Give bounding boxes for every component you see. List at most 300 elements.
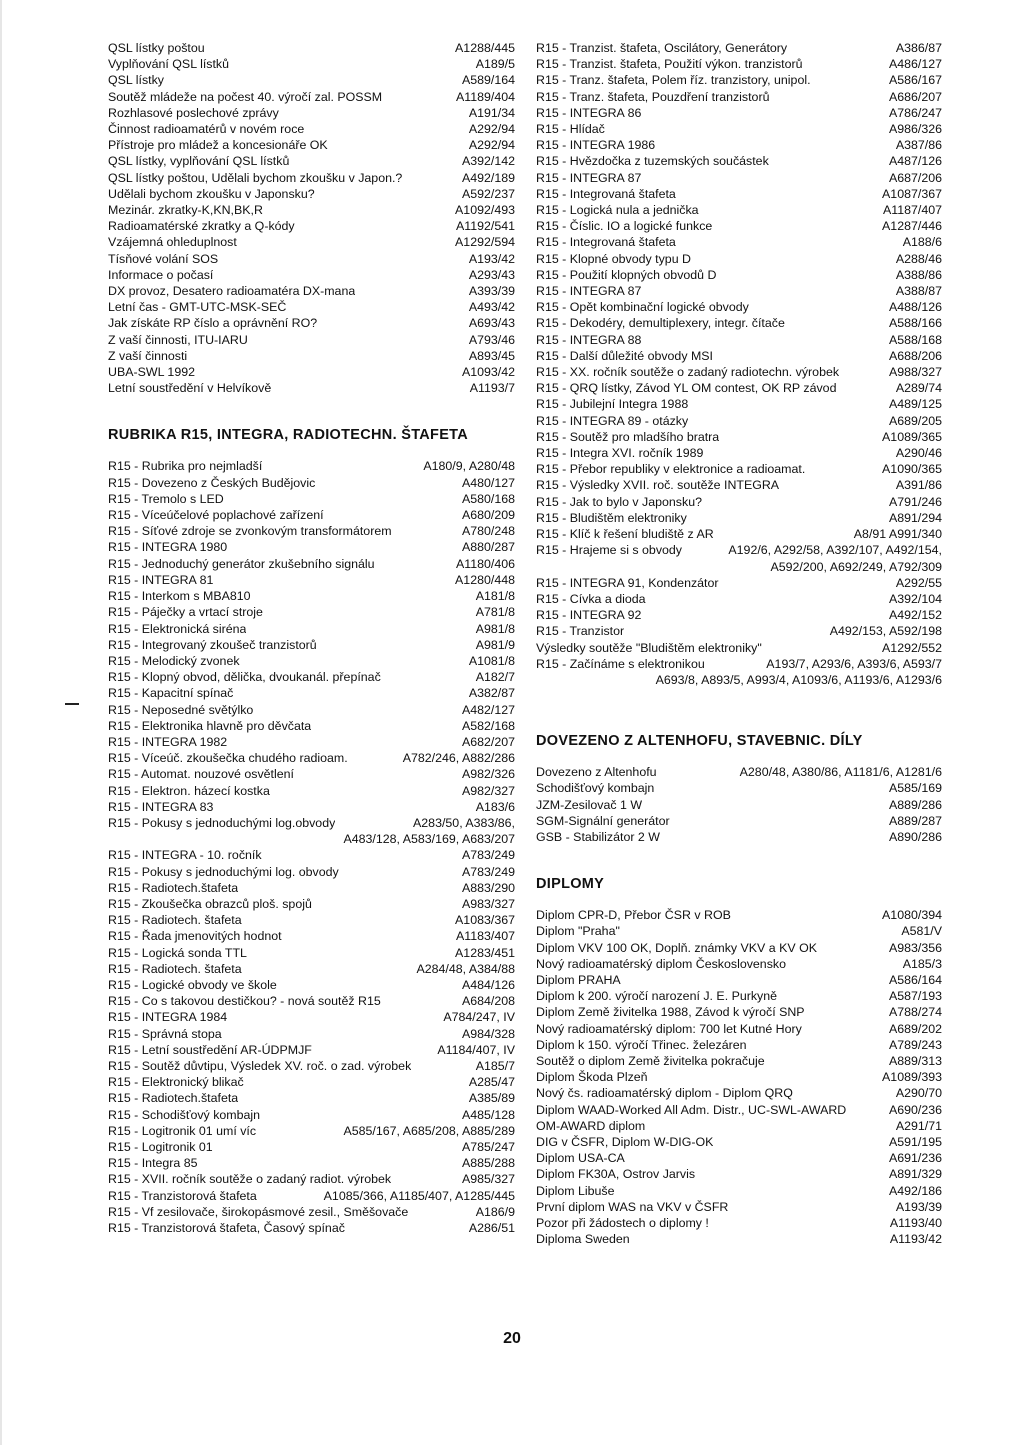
entry-title: Diplom PRAHA	[536, 972, 621, 987]
entry-reference: A183/6	[475, 799, 515, 814]
entry-title: Diplom "Praha"	[536, 924, 620, 939]
index-entry	[536, 137, 942, 153]
index-entry	[108, 572, 515, 588]
entry-title: Přístroje pro mládež a koncesionáře OK	[108, 138, 328, 153]
entry-reference: A192/6, A292/58, A392/107, A492/154,	[728, 543, 942, 558]
index-entry	[536, 494, 942, 510]
index-entry	[108, 1220, 515, 1236]
index-entry	[536, 972, 942, 988]
entry-title: R15 - Klopné obvody typu D	[536, 251, 691, 266]
index-entry	[536, 267, 942, 283]
index-entry	[108, 734, 515, 750]
entry-reference: A891/329	[888, 1167, 942, 1182]
entry-title: JZM-Zesilovač 1 W	[536, 797, 643, 812]
entry-reference: A382/87	[468, 686, 515, 701]
index-entry	[536, 1004, 942, 1020]
entry-title: R15 - Páječky a vrtací stroje	[108, 605, 263, 620]
entry-reference: A585/167, A685/208, A885/289	[343, 1123, 515, 1138]
entry-reference: A1187/407	[882, 203, 942, 218]
entry-title: R15 - Další důležité obvody MSI	[536, 348, 713, 363]
index-entry	[108, 267, 515, 283]
index-entry	[108, 880, 515, 896]
entry-title: DX provoz, Desatero radioamatéra DX-mana	[108, 284, 356, 299]
entry-reference: A592/237	[461, 186, 515, 201]
entry-title: R15 - INTEGRA 86	[536, 105, 642, 120]
entry-title: R15 - Cívka a dioda	[536, 591, 646, 606]
spacer	[536, 688, 942, 718]
entry-reference: A283/50, A383/86,	[413, 815, 515, 830]
entry-title: R15 - Automat. nouzové osvětlení	[108, 767, 294, 782]
index-entry	[108, 170, 515, 186]
entry-reference: A288/46	[895, 251, 942, 266]
index-entry	[536, 1085, 942, 1101]
entry-title: R15 - Řada jmenovitých hodnot	[108, 929, 282, 944]
entry-reference: A391/86	[895, 478, 942, 493]
entry-reference: A386/87	[895, 41, 942, 55]
entry-reference: A480/127	[461, 475, 515, 490]
entry-reference: A385/89	[468, 1091, 515, 1106]
index-entry	[536, 780, 942, 796]
index-entry	[108, 783, 515, 799]
entry-reference: A689/202	[888, 1021, 942, 1036]
entry-reference: A1180/406	[455, 556, 515, 571]
entry-reference: A1292/552	[882, 640, 942, 655]
entry-title: Soutěž mládeže na počest 40. výročí zal. POSSM	[108, 89, 383, 104]
entry-reference: A280/48, A380/86, A1181/6, A1281/6	[739, 765, 942, 780]
entry-title: QSL lístky, vyplňování QSL lístků	[108, 154, 290, 169]
entry-title: R15 - Pokusy s jednoduchými log. obvody	[108, 864, 339, 879]
entry-reference: A286/51	[468, 1221, 515, 1236]
entry-reference: A691/236	[888, 1151, 942, 1166]
index-entry	[536, 1053, 942, 1069]
entry-title: R15 - Melodický zvonek	[108, 653, 240, 668]
entry-reference: A1089/365	[882, 429, 942, 444]
index-entry	[108, 348, 515, 364]
entry-reference: A388/87	[895, 284, 942, 299]
entry-reference: A388/86	[895, 267, 942, 282]
entry-title: R15 - Víceúč. zkoušečka chudého radioam.	[108, 751, 348, 766]
spacer	[536, 845, 942, 875]
entry-reference: A680/209	[461, 508, 515, 523]
entry-title: R15 - Klopný obvod, dělička, dvoukanál. přepínač	[108, 670, 381, 685]
index-entry	[108, 653, 515, 669]
index-entry	[108, 332, 515, 348]
entry-title: R15 - INTEGRA 1986	[536, 138, 656, 153]
entry-reference: A1183/407	[455, 929, 515, 944]
entry-reference: A1288/445	[455, 41, 515, 55]
index-entry	[108, 750, 515, 766]
entry-title: R15 - Klíč k řešení bludiště z AR	[536, 527, 714, 542]
entry-title: R15 - Letní soustředění AR-ÚDPMJF	[108, 1042, 312, 1057]
entry-title: R15 - Přebor republiky v elektronice a radioamat.	[536, 462, 806, 477]
entry-title: R15 - Elektron. házecí kostka	[108, 783, 270, 798]
entry-reference: A1085/366, A1185/407, A1285/445	[323, 1188, 515, 1203]
spacer	[536, 893, 942, 907]
index-entry	[536, 1069, 942, 1085]
entry-reference: A585/169	[888, 781, 942, 796]
index-entry	[108, 1139, 515, 1155]
entry-reference: A580/168	[461, 491, 515, 506]
entry-title: Z vaší činnosti	[108, 348, 188, 363]
entry-reference: A893/45	[468, 348, 515, 363]
entry-title: R15 - Kapacitní spínač	[108, 686, 234, 701]
entry-title: R15 - INTEGRA - 10. ročník	[108, 848, 262, 863]
entry-title: Diplom Libuše	[536, 1183, 615, 1198]
index-entry	[108, 523, 515, 539]
entry-reference: A788/274	[888, 1005, 942, 1020]
entry-title: R15 - Použití klopných obvodů D	[536, 267, 717, 282]
entry-reference: A789/243	[888, 1037, 942, 1052]
entry-reference: A688/206	[888, 348, 942, 363]
entry-reference: A181/8	[475, 589, 515, 604]
entry-title: Diplom k 200. výročí narození J. E. Purkyně	[536, 989, 778, 1004]
entry-title: Vyplňování QSL lístků	[108, 57, 229, 72]
spacer	[536, 750, 942, 764]
entry-reference: A1184/407, IV	[437, 1042, 515, 1057]
entry-title: R15 - Dekodéry, demultiplexery, integr. čítače	[536, 316, 785, 331]
entry-title: Letní soustředění v Helvíkově	[108, 381, 272, 396]
index-entry	[108, 718, 515, 734]
index-entry	[536, 153, 942, 169]
entry-title: UBA-SWL 1992	[108, 365, 196, 380]
entry-reference: A983/327	[461, 896, 515, 911]
entry-reference: A682/207	[461, 734, 515, 749]
entry-reference: A487/126	[888, 154, 942, 169]
index-entry	[536, 461, 942, 477]
index-entry	[108, 218, 515, 234]
index-entry	[108, 1188, 515, 1204]
index-entry	[536, 907, 942, 923]
index-entry	[536, 332, 942, 348]
entry-title: R15 - Hrajeme si s obvody	[536, 543, 682, 558]
index-entry	[108, 121, 515, 137]
entry-title: R15 - Soutěž důvtipu, Výsledek XV. roč. o zad. výrobek	[108, 1058, 412, 1073]
index-entry	[108, 40, 515, 56]
entry-title: R15 - Co s takovou destičkou? - nová soutěž R15	[108, 994, 381, 1009]
index-entry	[536, 1150, 942, 1166]
entry-reference: A193/42	[468, 251, 515, 266]
entry-reference: A890/286	[888, 829, 942, 844]
entry-title: R15 - Tranzistorová štafeta, Časový spínač	[108, 1221, 345, 1236]
entry-title: R15 - Elektronická siréna	[108, 621, 247, 636]
entry-title: R15 - XX. ročník soutěže o zadaný radiotechn. výrobek	[536, 365, 840, 380]
entry-reference: A786/247	[888, 105, 942, 120]
entry-title: R15 - Síťové zdroje se zvonkovým transformátorem	[108, 524, 392, 539]
index-entry	[536, 988, 942, 1004]
index-entry	[108, 1042, 515, 1058]
index-entry	[536, 829, 942, 845]
entry-reference: A684/208	[461, 994, 515, 1009]
index-entry	[108, 137, 515, 153]
entry-reference: A292/94	[468, 122, 515, 137]
entry-title: R15 - Neposedné světýlko	[108, 702, 254, 717]
index-entry	[108, 928, 515, 944]
index-entry	[536, 364, 942, 380]
entry-title: Rozhlasové poslechové zprávy	[108, 105, 279, 120]
entry-reference: A782/246, A882/286	[402, 751, 515, 766]
entry-title: Diploma Sweden	[536, 1232, 630, 1247]
index-entry	[536, 299, 942, 315]
entry-title: R15 - Radiotech.štafeta	[108, 1091, 239, 1106]
entry-title: R15 - QRQ lístky, Závod YL OM contest, OK RP závod	[536, 381, 837, 396]
entry-title: Diplom Škoda Plzeň	[536, 1070, 648, 1085]
entry-reference: A784/247, IV	[443, 1010, 515, 1025]
entry-title: R15 - Jak to bylo v Japonsku?	[536, 494, 702, 509]
index-entry	[108, 1123, 515, 1139]
entry-title: R15 - Schodišťový kombajn	[108, 1107, 261, 1122]
entry-reference: A1283/451	[455, 945, 515, 960]
index-entry	[108, 993, 515, 1009]
entry-title: Výsledky soutěže "Bludištěm elektroniky"	[536, 640, 762, 655]
index-entry	[108, 458, 515, 474]
index-entry	[108, 1171, 515, 1187]
index-entry	[536, 315, 942, 331]
entry-title: R15 - Interkom s MBA810	[108, 589, 251, 604]
margin-dash-mark	[65, 703, 79, 705]
index-entry	[536, 1118, 942, 1134]
index-entry	[108, 186, 515, 202]
entry-title: R15 - Logitronik 01	[108, 1140, 213, 1154]
index-entry	[536, 1134, 942, 1150]
index-entry	[108, 977, 515, 993]
entry-reference: A488/126	[888, 300, 942, 315]
entry-title: Nový radioamatérský diplom Československo	[536, 956, 786, 971]
entry-title: R15 - INTEGRA 87	[536, 170, 642, 185]
entry-reference: A1080/394	[882, 908, 942, 923]
index-entry	[536, 186, 942, 202]
entry-title: R15 - Tranzist. štafeta, Oscilátory, Generátory	[536, 41, 788, 55]
index-entry	[108, 507, 515, 523]
entry-reference: A889/287	[888, 813, 942, 828]
entry-reference: A1089/393	[882, 1070, 942, 1085]
entry-reference: A185/7	[475, 1058, 515, 1073]
entry-title: OM-AWARD diplom	[536, 1118, 646, 1133]
entry-reference: A186/9	[475, 1204, 515, 1219]
index-entry	[108, 912, 515, 928]
entry-title: R15 - Logické obvody ve škole	[108, 977, 277, 992]
page-number: 20	[503, 1330, 521, 1347]
entry-title: R15 - INTEGRA 91, Kondenzátor	[536, 575, 719, 590]
index-entry	[536, 56, 942, 72]
index-entry	[536, 121, 942, 137]
entry-reference: A387/86	[895, 138, 942, 153]
entry-reference: A982/327	[461, 783, 515, 798]
index-entry	[536, 575, 942, 591]
index-entry	[536, 1166, 942, 1182]
entry-reference: A291/71	[895, 1118, 942, 1133]
spacer	[536, 718, 942, 732]
entry-reference: A484/126	[461, 977, 515, 992]
entry-reference: A582/168	[461, 718, 515, 733]
index-entry	[536, 105, 942, 121]
list-left-r15	[108, 458, 515, 1236]
entry-title: R15 - Integra XVI. ročník 1989	[536, 446, 704, 461]
entry-reference: A285/47	[468, 1075, 515, 1090]
entry-title: QSL lístky poštou, Udělali bychom zkoušku v Japon.?	[108, 170, 403, 185]
entry-reference: A392/142	[461, 154, 515, 169]
entry-reference: A783/249	[461, 864, 515, 879]
index-entry	[536, 1037, 942, 1053]
entry-title: GSB - Stabilizátor 2 W	[536, 829, 660, 844]
index-entry	[536, 591, 942, 607]
index-entry	[108, 1026, 515, 1042]
entry-reference: A1192/541	[455, 219, 515, 234]
entry-reference: A883/290	[461, 880, 515, 895]
spacer	[108, 396, 515, 426]
entry-reference: A780/248	[461, 524, 515, 539]
index-entry	[536, 813, 942, 829]
entry-title: Udělali bychom zkoušku v Japonsku?	[108, 186, 315, 201]
entry-title: R15 - Tranz. štafeta, Pouzdření tranzistorů	[536, 89, 770, 104]
entry-reference: A981/8	[475, 621, 515, 636]
entry-title: Soutěž o diplom Země živitelka pokračuje	[536, 1053, 765, 1068]
entry-reference: A589/164	[461, 73, 515, 88]
entry-reference: A586/164	[888, 972, 942, 987]
entry-title: R15 - Logická nula a jednička	[536, 203, 699, 218]
index-entry	[536, 764, 942, 780]
entry-reference: A1287/446	[882, 219, 942, 234]
entry-title: R15 - Logitronik 01 umí víc	[108, 1123, 257, 1138]
index-entry	[108, 556, 515, 572]
index-entry	[536, 923, 942, 939]
entry-reference: A1193/42	[889, 1232, 942, 1247]
index-entry	[536, 170, 942, 186]
entry-title: R15 - Elektronika hlavně pro děvčata	[108, 718, 312, 733]
entry-reference: A982/326	[461, 767, 515, 782]
entry-title: Diplom FK30A, Ostrov Jarvis	[536, 1167, 696, 1182]
index-entry	[108, 864, 515, 880]
entry-reference: A981/9	[475, 637, 515, 652]
entry-title: Radioamatérské zkratky a Q-kódy	[108, 219, 295, 234]
entry-reference: A781/8	[475, 605, 515, 620]
index-entry	[536, 283, 942, 299]
entry-title: Schodišťový kombajn	[536, 781, 655, 796]
entry-title: DIG v ČSFR, Diplom W-DIG-OK	[536, 1134, 714, 1149]
entry-title: R15 - Rubrika pro nejmladší	[108, 459, 263, 474]
index-entry	[536, 623, 942, 639]
index-entry	[108, 380, 515, 396]
index-entry	[108, 105, 515, 121]
entry-reference: A984/328	[461, 1026, 515, 1041]
entry-title: Letní čas - GMT-UTC-MSK-SEČ	[108, 300, 287, 315]
entry-title: R15 - Tranz. štafeta, Polem říz. tranzistory, unipol.	[536, 73, 811, 88]
entry-reference: A889/286	[888, 797, 942, 812]
entry-reference: A191/34	[468, 105, 515, 120]
entry-title: R15 - INTEGRA 1984	[108, 1010, 228, 1025]
entry-title: Dovezeno z Altenhofu	[536, 765, 657, 780]
index-entry-continuation	[536, 559, 942, 575]
entry-reference: A880/287	[461, 540, 515, 555]
entry-title: Diplom USA-CA	[536, 1151, 625, 1166]
index-entry	[536, 607, 942, 623]
section-heading-dovezeno: DOVEZENO Z ALTENHOFU, STAVEBNIC. DÍLY	[536, 733, 863, 750]
entry-title: R15 - Jednoduchý generátor zkušebního signálu	[108, 556, 375, 571]
entry-reference: A988/327	[888, 365, 942, 380]
index-entry	[536, 396, 942, 412]
index-entry	[108, 685, 515, 701]
index-entry	[108, 961, 515, 977]
entry-title: R15 - INTEGRA 92	[536, 608, 642, 623]
entry-reference: A289/74	[895, 381, 942, 396]
list-left-top	[108, 40, 515, 396]
index-entry	[108, 1204, 515, 1220]
index-entry	[108, 799, 515, 815]
section-heading-r15: RUBRIKA R15, INTEGRA, RADIOTECHN. ŠTAFETA	[108, 427, 469, 444]
entry-reference: A783/249	[461, 848, 515, 863]
entry-title: R15 - Hvězdočka z tuzemských součástek	[536, 154, 769, 169]
index-entry	[536, 234, 942, 250]
entry-reference: A689/205	[888, 413, 942, 428]
entry-title: R15 - Víceúčelové poplachové zařízení	[108, 508, 324, 523]
entry-title: R15 - Číslic. IO a logické funkce	[536, 219, 713, 234]
entry-reference: A8/91 A991/340	[853, 527, 942, 542]
entry-reference: A1090/365	[882, 462, 942, 477]
entry-title: R15 - Výsledky XVII. roč. soutěže INTEGRA	[536, 478, 780, 493]
index-entry	[108, 315, 515, 331]
index-entry	[536, 526, 942, 542]
index-entry	[108, 202, 515, 218]
index-entry	[108, 1090, 515, 1106]
entry-title: R15 - Bludištěm elektroniky	[536, 510, 687, 525]
entry-reference: A693/8, A893/5, A993/4, A1093/6, A1193/6, A1293/6	[655, 672, 942, 687]
entry-title: Vzájemná ohleduplnost	[108, 235, 237, 250]
entry-title: Diplom WAAD-Worked All Adm. Distr., UC-SWL-AWARD	[536, 1102, 847, 1117]
index-entry	[536, 656, 942, 672]
entry-reference: A785/247	[461, 1140, 515, 1154]
entry-reference: A983/356	[888, 940, 942, 955]
entry-reference: A588/168	[888, 332, 942, 347]
entry-title: R15 - Tranzist. štafeta, Použití výkon. tranzistorů	[536, 57, 803, 72]
entry-reference: A791/246	[888, 494, 942, 509]
entry-reference: A690/236	[888, 1102, 942, 1117]
index-entry	[536, 72, 942, 88]
entry-reference: A189/5	[475, 57, 515, 72]
entry-title: SGM-Signální generátor	[536, 813, 670, 828]
entry-reference: A284/48, A384/88	[416, 961, 515, 976]
entry-title: R15 - INTEGRA 81	[108, 572, 214, 587]
entry-title: Diplom CPR-D, Přebor ČSR v ROB	[536, 908, 731, 923]
entry-title: QSL lístky poštou	[108, 41, 205, 55]
entry-reference: A1087/367	[882, 186, 942, 201]
entry-title: R15 - Integrovaný zkoušeč tranzistorů	[108, 637, 317, 652]
index-entry	[108, 702, 515, 718]
entry-reference: A185/3	[902, 956, 942, 971]
entry-title: Informace o počasí	[108, 267, 214, 282]
index-entry-continuation	[108, 831, 515, 847]
entry-reference: A592/200, A692/249, A792/309	[770, 559, 942, 574]
index-entry	[536, 1231, 942, 1247]
entry-title: Mezinár. zkratky-K,KN,BK,R	[108, 203, 263, 218]
entry-title: R15 - Správná stopa	[108, 1026, 222, 1041]
entry-reference: A193/7, A293/6, A393/6, A593/7	[766, 656, 942, 671]
index-entry	[108, 1074, 515, 1090]
index-entry	[536, 89, 942, 105]
list-dovezeno	[536, 764, 942, 845]
entry-reference: A188/6	[902, 235, 942, 250]
entry-reference: A392/104	[888, 591, 942, 606]
index-entry	[108, 945, 515, 961]
entry-reference: A891/294	[888, 510, 942, 525]
index-entry	[536, 477, 942, 493]
entry-title: Tísňové volání SOS	[108, 251, 219, 266]
entry-reference: A1189/404	[455, 89, 515, 104]
entry-title: Nový čs. radioamatérský diplom - Diplom QRQ	[536, 1086, 793, 1101]
index-entry	[536, 1199, 942, 1215]
entry-title: R15 - Dovezeno z Českých Budějovic	[108, 475, 316, 490]
entry-title: Diplom VKV 100 OK, Doplň. známky VKV a KV OK	[536, 940, 817, 955]
index-entry	[108, 89, 515, 105]
entry-reference: A489/125	[888, 397, 942, 412]
